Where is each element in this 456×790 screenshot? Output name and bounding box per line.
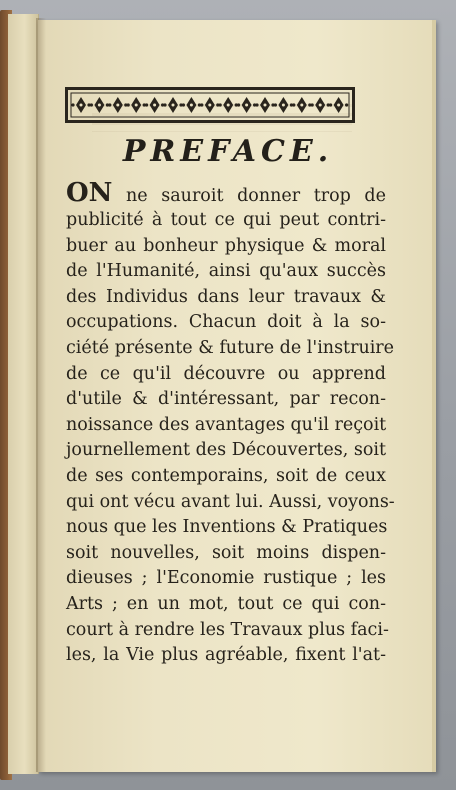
fleuron-ornament [163,97,182,113]
text-line [66,618,389,644]
text-line [66,515,386,541]
line-text: occupations. Chacun doit à la so- [66,312,386,333]
left-page-edge [8,14,39,774]
text-line [66,234,386,260]
fleuron-ornament [182,97,201,113]
text-line [66,566,386,592]
line-text: soit nouvelles, soit moins dispen- [66,542,386,563]
fleuron-ornament [219,97,238,113]
fleuron-ornament [200,97,219,113]
fleuron-ornament [127,97,146,113]
text-line [66,310,386,336]
body-paragraph [66,178,395,669]
fleuron-ornament [292,97,311,113]
text-line [66,541,386,567]
line-text: dieuses ; l'Economie rustique ; les [66,568,386,589]
text-line [66,643,386,669]
fleuron-ornament [145,97,164,113]
text-line [66,362,386,388]
fleuron-ornament [255,97,274,113]
line-text: de ses contemporains, soit de ceux [66,465,386,486]
text-line [66,336,395,362]
line-text: qui ont vécu avant lui. Aussi, voyons- [66,491,395,512]
text-line [66,208,386,234]
fleuron-ornament [71,97,90,113]
fleuron-ornament [90,97,109,113]
fleuron-ornament [108,97,127,113]
text-line [66,592,386,618]
fleuron-ornament [311,97,330,113]
page-right-edge [432,20,436,772]
fleuron-ornament [329,97,348,113]
line-text: de l'Humanité, ainsi qu'aux succès [66,261,386,282]
decorative-headband [65,87,355,123]
line-text: ne sauroit donner trop de [112,186,386,206]
line-text: noissance des avantages qu'il reçoit [66,414,387,435]
text-line [66,178,386,208]
line-text: de ce qu'il découvre ou apprend [66,363,386,384]
line-text: publicité à tout ce qui peut contri- [66,210,386,230]
text-line [66,285,386,311]
line-text: journellement des Découvertes, soit [66,440,386,461]
text-line [66,387,386,413]
fleuron-ornament [274,97,293,113]
line-text: nous que les Inventions & Pratiques [66,517,388,538]
text-line [66,438,386,464]
text-line [66,464,386,490]
text-line [66,259,386,285]
line-text: les, la Vie plus agréable, fixent l'at- [66,645,386,666]
line-text: buer au bonheur physique & moral [66,235,386,256]
page-gutter-shadow [36,18,46,772]
text-line [66,413,386,439]
drop-capital: ON [66,178,113,208]
line-text: court à rendre les Travaux plus faci- [66,619,389,640]
text-line [66,490,395,516]
line-text: d'utile & d'intéressant, par recon- [66,389,386,410]
line-text: Arts ; en un mot, tout ce qui con- [66,593,386,614]
page-title: PREFACE. [122,134,334,169]
fleuron-ornament [237,97,256,113]
line-text: des Individus dans leur travaux & [66,286,386,307]
line-text: ciété présente & future de l'instruire [66,337,395,358]
